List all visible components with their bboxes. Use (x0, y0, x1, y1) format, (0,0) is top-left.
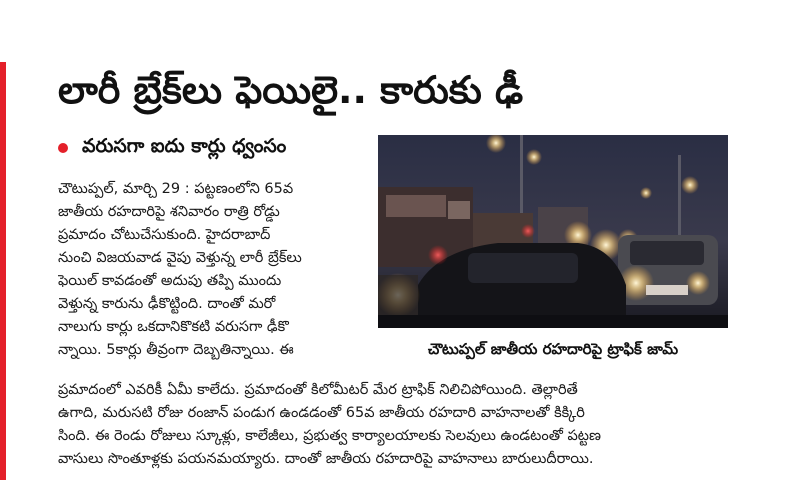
body-line: ప్రమాదంలో ఎవరికీ ఏమీ కాలేదు. ప్రమాదంతో కిలోమీటర్‌ మేర ట్రాఫిక్‌ నిలిచిపోయింది. తెల్లారితే (58, 382, 578, 398)
subheadline-text: వరుసగా ఐదు కార్లు ధ్వంసం (82, 134, 287, 157)
traffic-jam-photo (378, 135, 728, 328)
section-accent-bar (0, 62, 6, 480)
body-line: నుంచి విజయవాడ వైపు వెళ్తున్న లారీ బ్రేక్‌లు (58, 250, 302, 266)
body-line: ఉగాది, మరుసటి రోజు రంజాన్‌ పండుగ ఉండడంతో 65వ జాతీయ రహదారి వాహనాలతో కిక్కిరి (58, 405, 585, 421)
article-headline: లారీ బ్రేక్‌లు ఫెయిలై.. కారుకు ఢీ (58, 68, 524, 112)
body-line: ఫెయిల్‌ కావడంతో అదుపు తప్పి ముందు (58, 273, 282, 289)
photo-caption: చౌటుప్పల్‌ జాతీయ రహదారిపై ట్రాఫిక్‌ జామ్‌ (427, 340, 679, 358)
article-subheadline (58, 130, 378, 166)
body-line: వెళ్తున్న కారును ఢీకొట్టింది. దాంతో మరో (58, 296, 276, 312)
body-line: నాలుగు కార్లు ఒకదానికొకటి వరుసగా ఢీకొ (58, 319, 289, 335)
body-line: జాతీయ రహదారిపై శనివారం రాత్రి రోడ్డు (58, 204, 280, 220)
body-line: చౌటుప్పల్‌, మార్చి 29 : పట్టణంలోని 65వ (58, 181, 294, 197)
body-line: వాసులు సొంతూళ్లకు పయనమయ్యారు. దాంతో జాతీయ రహదారిపై వాహనాలు బారులుదీరాయి. (58, 451, 594, 467)
bullet-dot-icon (58, 143, 68, 153)
body-line: ప్రమాదం చోటుచేసుకుంది. హైదరాబాద్‌ (58, 227, 271, 243)
body-line: న్నాయి. 5కార్లు తీవ్రంగా దెబ్బతిన్నాయి. ఈ (58, 342, 294, 358)
body-line: సింది. ఈ రెండు రోజులు స్కూళ్లు, కాలేజీలు, ప్రభుత్వ కార్యాలయాలకు సెలవులు ఉండటంతో పట్టణ (58, 428, 601, 444)
